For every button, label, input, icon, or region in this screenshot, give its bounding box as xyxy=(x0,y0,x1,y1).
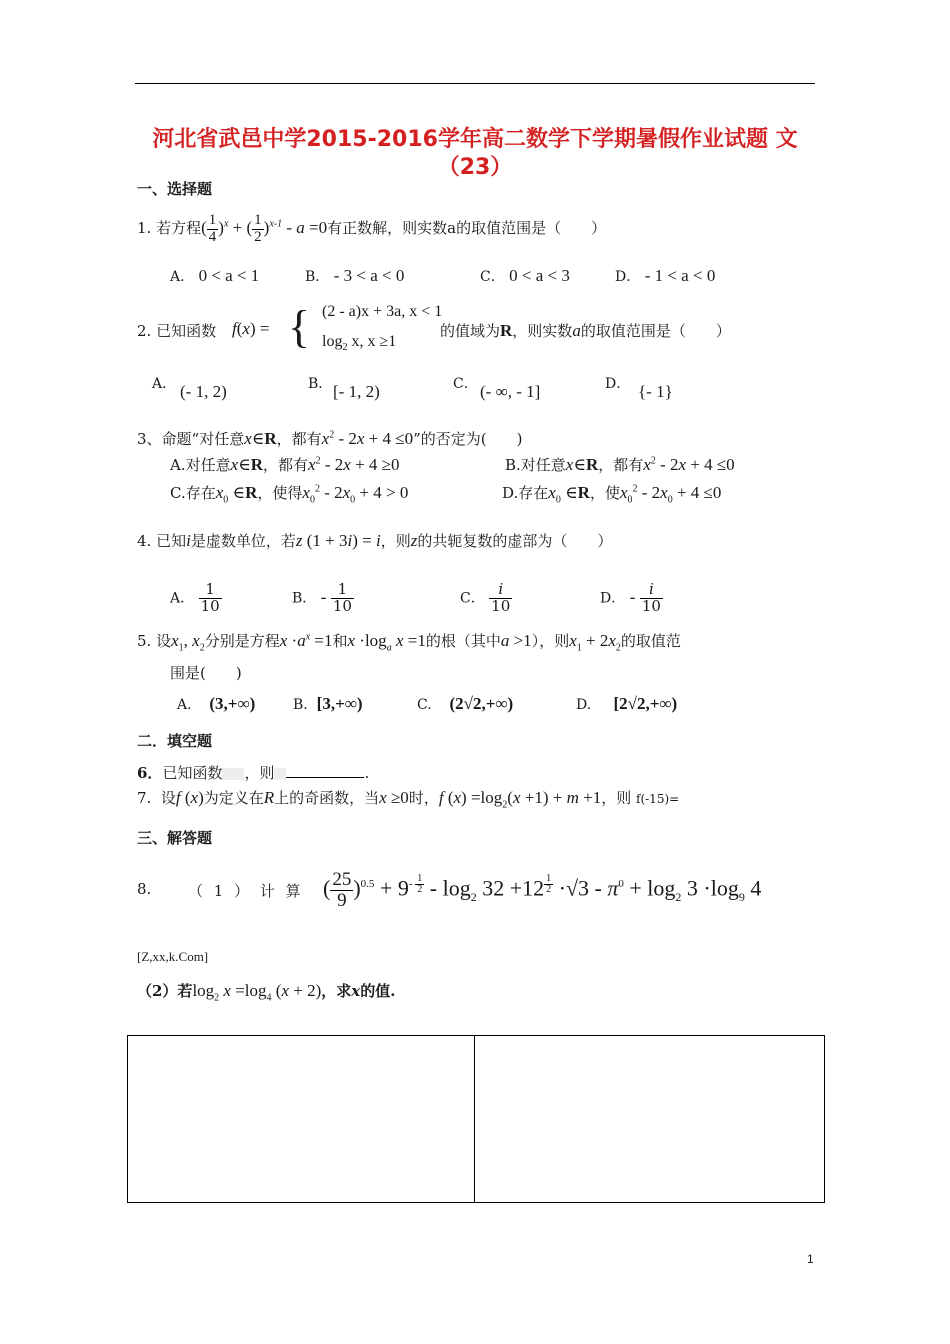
function-name: f(x) = xyxy=(232,319,270,338)
option-d: D． xyxy=(605,376,631,392)
option-c: C． 0 < a < 3 xyxy=(480,266,570,285)
option-c: C.存在$x_0$ ∈R，使得$x_0^2 - 2x_0 + 4 > 0$ xyxy=(170,483,409,506)
question-2-number: 2. 已知函数 xyxy=(137,322,217,340)
question-5-line-2: 围是( ) xyxy=(170,664,242,682)
question-text: 有正数解，则实数a的取值范围是（ ） xyxy=(327,219,607,238)
formula-image-placeholder xyxy=(274,768,286,780)
equation: ( $\frac{1}{4}$ )$^x$ + ( $\frac{1}{2}$ )$^{x-1}$ - a =0 xyxy=(201,212,328,245)
option-b: B.对任意x∈R，都有$x^2 - 2x + 4 \le 0$ xyxy=(505,455,735,474)
header-rule xyxy=(135,83,815,84)
question-8-number: 8. xyxy=(137,880,152,898)
question-5: 5. 设$x_1$, $x_2$分别是方程$x \cdot a^x =1$和$x \cdot\log_a$ x =1的根（其中a >1），则$x_1 + 2x_2$的取值范 xyxy=(137,631,681,654)
option-a: A.对任意x∈R，都有$x^2 - 2x + 4 \ge 0$ xyxy=(170,455,400,474)
option-d: D. [2√2,+∞) xyxy=(576,694,678,713)
option-d: D． - 1 < a < 0 xyxy=(615,266,716,285)
section-heading-fill: 二．填空题 xyxy=(137,732,213,750)
piecewise-brace: { xyxy=(288,301,311,352)
answer-box xyxy=(127,1035,825,1203)
option-a-math: (- 1, 2) xyxy=(180,382,227,401)
option-c: C． xyxy=(453,376,478,392)
option-d: D.存在$x_0$ ∈R，使$x_0^2 - 2x_0 + 4 \le 0$ xyxy=(502,483,722,506)
option-c: C． $\frac{i}{10}$ xyxy=(460,580,511,615)
answer-box-divider xyxy=(474,1036,475,1202)
question-number: 1. xyxy=(137,219,152,238)
option-d: D． - $\frac{i}{10}$ xyxy=(600,580,661,615)
section-heading-choice: 一、选择题 xyxy=(137,180,213,198)
question-4: 4. 已知i是虚数单位，若z (1 + 3i) = i，则z的共轭复数的虚部为（ ） xyxy=(137,531,613,550)
answer-blank xyxy=(286,763,364,778)
option-b-math: [- 1, 2) xyxy=(333,382,380,401)
piecewise-case-2: $\log_2 x$, x ≥1 xyxy=(322,333,397,354)
option-c-math: (- ∞, - 1] xyxy=(480,382,541,401)
section-heading-solve: 三、解答题 xyxy=(137,829,213,847)
question-7: 7. 设f (x)为定义在R上的奇函数，当x ≥0时，f $(x) =\log_2(x +1) + m +1$，则 f(-15)= xyxy=(137,788,680,811)
option-a: A． xyxy=(152,376,177,392)
question-1 xyxy=(137,213,606,246)
page-title: 河北省武邑中学2015-2016学年高二数学下学期暑假作业试题 文 xyxy=(152,127,798,152)
option-b: B． - $\frac{1}{10}$ xyxy=(292,580,352,615)
option-a: A． $\frac{1}{10}$ xyxy=(170,580,220,615)
question-text: 若方程 xyxy=(156,219,202,238)
formula-image-placeholder xyxy=(222,768,244,780)
option-b: B. [3,+∞) xyxy=(293,694,363,713)
piecewise-case-1: (2 - a)x + 3a, x < 1 xyxy=(322,303,443,320)
question-3: 3、命题“对任意x∈R，都有$x^2 - 2x + 4 \le 0$”的否定为( ) xyxy=(137,429,523,448)
option-d-math: {- 1} xyxy=(638,382,673,401)
question-2-tail: 的值域为R，则实数a的取值范围是（ ） xyxy=(440,321,731,340)
page-title-issue: （23） xyxy=(437,155,513,180)
option-c: C. (2√2,+∞) xyxy=(417,694,514,713)
option-a: A． 0 < a < 1 xyxy=(170,266,260,285)
question-6: 6．已知函数 ，则 . xyxy=(137,764,370,782)
question-8-expression: ( $\frac{25}{9}$ )$^{0.5} + 9^{- \frac{1}{2}}$ - $\log_2 32 +12$ $^{\frac{1}{2}}$ $\cdot√3 - \pi^0 + \log_2 3 \cdot\log_9$ 4 xyxy=(323,869,762,911)
question-8-part-1: （ 1 ） 计 算 xyxy=(188,882,301,900)
page-number: 1 xyxy=(807,1252,814,1266)
source-tag: [Z,xx,k.Com] xyxy=(137,949,209,964)
option-b: B． - 3 < a < 0 xyxy=(305,266,405,285)
option-a: A. (3,+∞) xyxy=(177,694,256,713)
option-b: B． xyxy=(308,376,333,392)
question-8-part-2: （2）若$\log_2 x =\log_4$ (x + 2)，求x的值. xyxy=(137,981,396,1004)
